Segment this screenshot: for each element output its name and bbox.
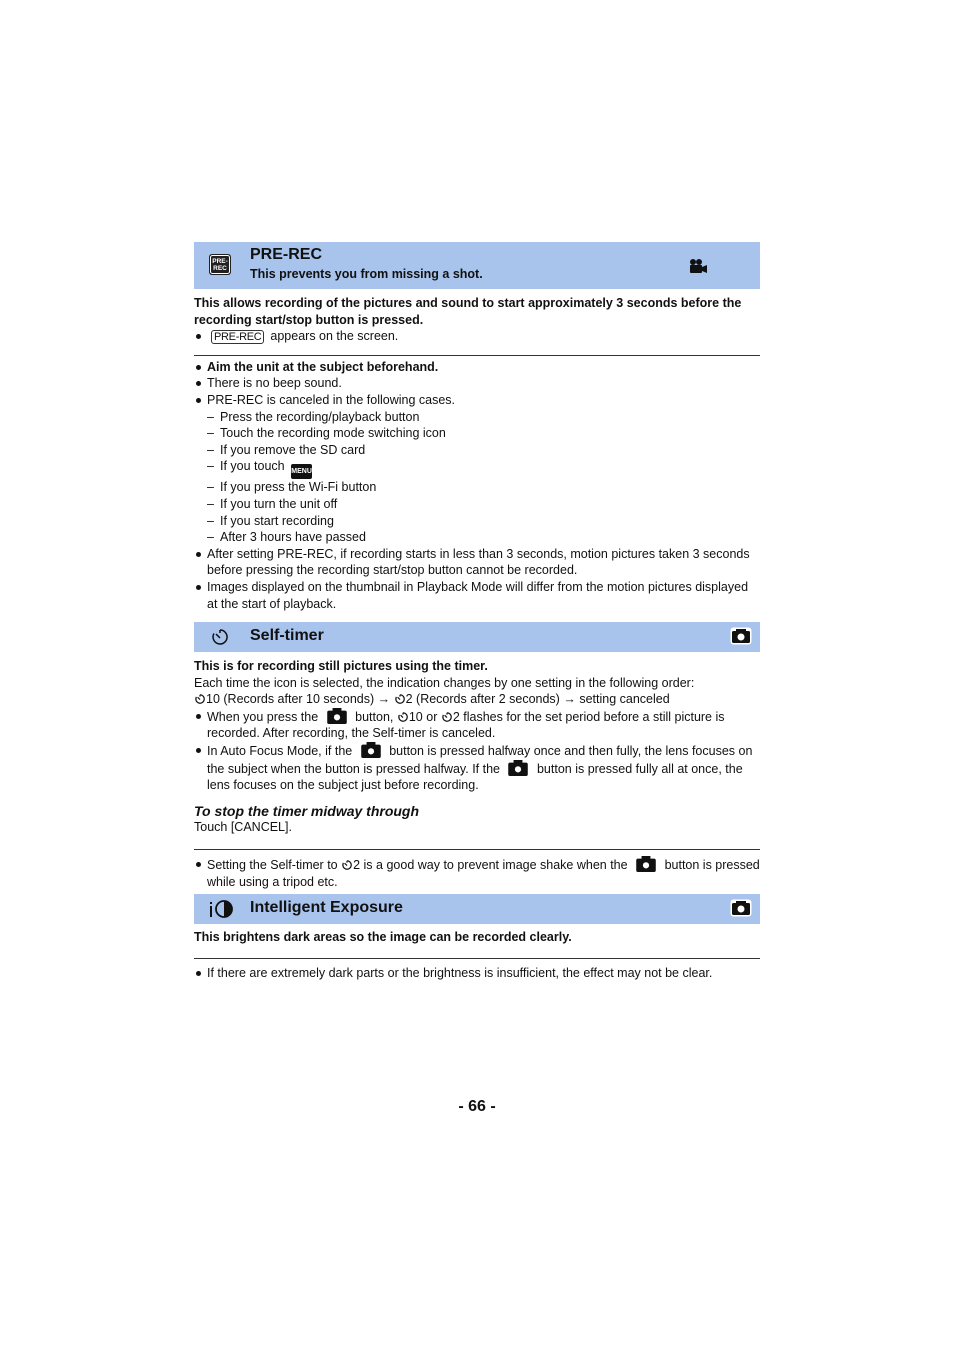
cancel-case: – After 3 hours have passed [194,529,760,546]
note-thumbnail: Images displayed on the thumbnail in Playback Mode will differ from the motion pictures displayed at the start of playback. [194,579,760,612]
note-after-setting: After setting PRE-REC, if recording starts in less than 3 seconds, motion pictures taken 3 seconds before pressing the recording start/stop button cannot be recorded. [194,546,760,579]
iexposure-header-band [194,894,760,924]
page-number: - 66 - [458,1098,496,1115]
timer-icon [210,627,230,647]
timer-icon [397,711,409,723]
text: button is pressed while using a tripod etc. [207,858,760,889]
selftimer-header-band [194,622,760,652]
text: In Auto Focus Mode, if the [207,744,353,759]
cancel-case: – If you remove the SD card [194,442,760,459]
timer-icon [194,693,206,705]
selftimer-order-intro: Each time the icon is selected, the indication changes by one setting in the following order: [194,675,695,690]
cancel-case: – If you start recording [194,513,760,530]
timer-icon [394,693,406,705]
text: button, [355,709,394,724]
text: Setting the Self-timer to [207,858,338,873]
camera-button-icon [360,742,382,758]
selftimer-title: Self-timer [250,627,324,645]
prerec-header-band [194,242,760,289]
prerec-indicator-line [194,328,760,345]
cancel-case-text: If you touch [220,459,285,474]
cancel-case [194,458,760,479]
cancel-case: – If you turn the unit off [194,496,760,513]
svg-text:PRE-: PRE- [212,258,228,265]
selftimer-lead: This is for recording still pictures using the timer. [194,659,488,674]
note-aim: Aim the unit at the subject beforehand. [194,359,760,376]
text: When you press the [207,709,319,724]
prerec-icon [209,254,231,275]
order-step: 10 (Records after 10 seconds) [206,692,375,707]
selftimer-order [194,691,760,708]
selftimer-tip [194,856,760,890]
note-beep: There is no beep sound. [194,375,760,392]
intelligent-exposure-icon [208,898,234,920]
camera-icon [730,899,752,922]
arrow: → [563,692,576,707]
text: button is pressed halfway once and then fully, the lens focuses on the subject when the button is pressed halfway. If the [207,744,753,776]
arrow: → [377,692,391,707]
text: 2 flashes for the set period before a still picture is recorded. After recording, the Self-timer is canceled. [207,709,725,741]
page-content [194,242,760,981]
selftimer-note-autofocus [194,742,760,794]
svg-text:REC: REC [213,265,227,272]
selftimer-note-press [194,708,760,742]
camera-button-icon [507,760,529,776]
camera-button-icon [326,708,348,724]
stop-timer-heading: To stop the timer midway through [194,802,420,819]
video-camera-icon [688,258,708,279]
camera-icon [730,627,752,650]
order-step: 2 (Records after 2 seconds) [405,692,560,707]
order-step: setting canceled [579,692,670,707]
stop-timer-text: Touch [CANCEL]. [194,820,292,835]
iexposure-title: Intelligent Exposure [250,899,403,917]
prerec-indicator-badge: PRE-REC [211,330,264,344]
prerec-lead: This allows recording of the pictures and sound to start approximately 3 seconds before the recording start/stop button is pressed. [194,296,742,327]
cancel-case: – Touch the recording mode switching icon [194,425,760,442]
menu-icon: MENU [291,464,312,479]
cancel-case: – If you press the Wi-Fi button [194,479,760,496]
cancel-case: – Press the recording/playback button [194,409,760,426]
text: 2 is a good way to prevent image shake when the [353,858,628,873]
iexposure-lead: This brightens dark areas so the image can be recorded clearly. [194,930,572,945]
timer-icon [441,711,453,723]
text: button is pressed fully all at once, the lens focuses on the subject just before recording. [207,761,743,793]
prerec-indicator-text: appears on the screen. [270,329,399,344]
note-canceled: PRE-REC is canceled in the following cases. [194,392,760,409]
iexposure-note: If there are extremely dark parts or the brightness is insufficient, the effect may not be clear. [194,965,760,982]
camera-button-icon [635,856,657,872]
prerec-subtitle: This prevents you from missing a shot. [250,267,483,281]
text: 10 or [408,709,438,724]
prerec-title: PRE-REC [250,246,323,263]
timer-icon [341,859,353,871]
